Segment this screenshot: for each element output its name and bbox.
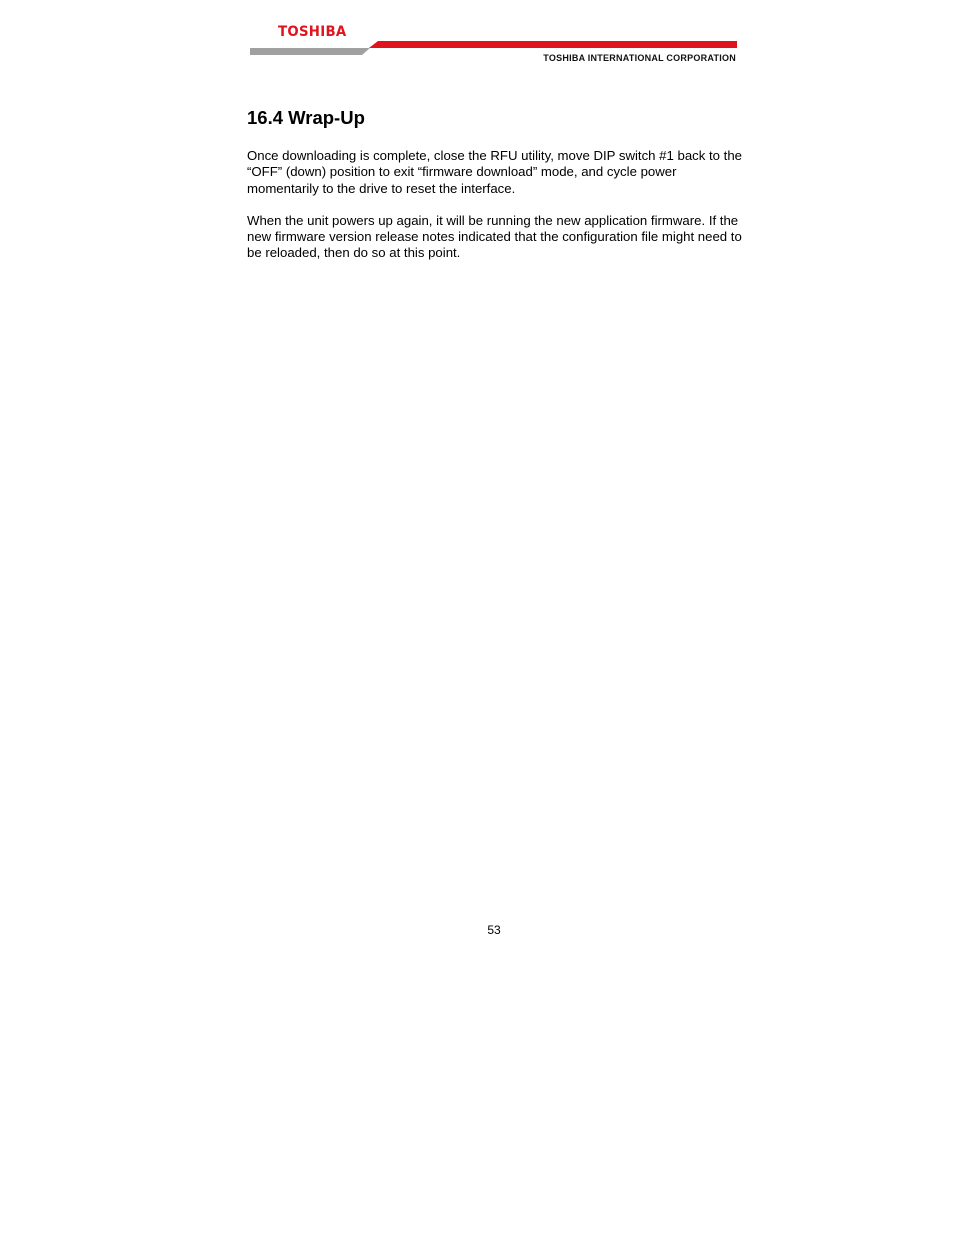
header-red-bar bbox=[369, 41, 737, 48]
paragraph-2: When the unit powers up again, it will be running the new application firmware. If the new firmware version release notes indicated that the configuration file might need to be reloaded, then do so at this point. bbox=[247, 212, 742, 261]
section-title: 16.4 Wrap-Up bbox=[247, 107, 365, 128]
main-content bbox=[247, 106, 747, 278]
header-gray-bar bbox=[250, 48, 370, 55]
corporation-name: TOSHIBA INTERNATIONAL CORPORATION bbox=[543, 53, 736, 63]
page-header bbox=[250, 22, 738, 68]
page-number: 53 bbox=[487, 923, 501, 937]
toshiba-logo: TOSHIBA bbox=[278, 24, 347, 40]
paragraph-1: Once downloading is complete, close the RFU utility, move DIP switch #1 back to the “OFF” (down) position to exit “firmware download” mode, and cycle power momentarily to the drive to reset the interface. bbox=[247, 148, 743, 196]
